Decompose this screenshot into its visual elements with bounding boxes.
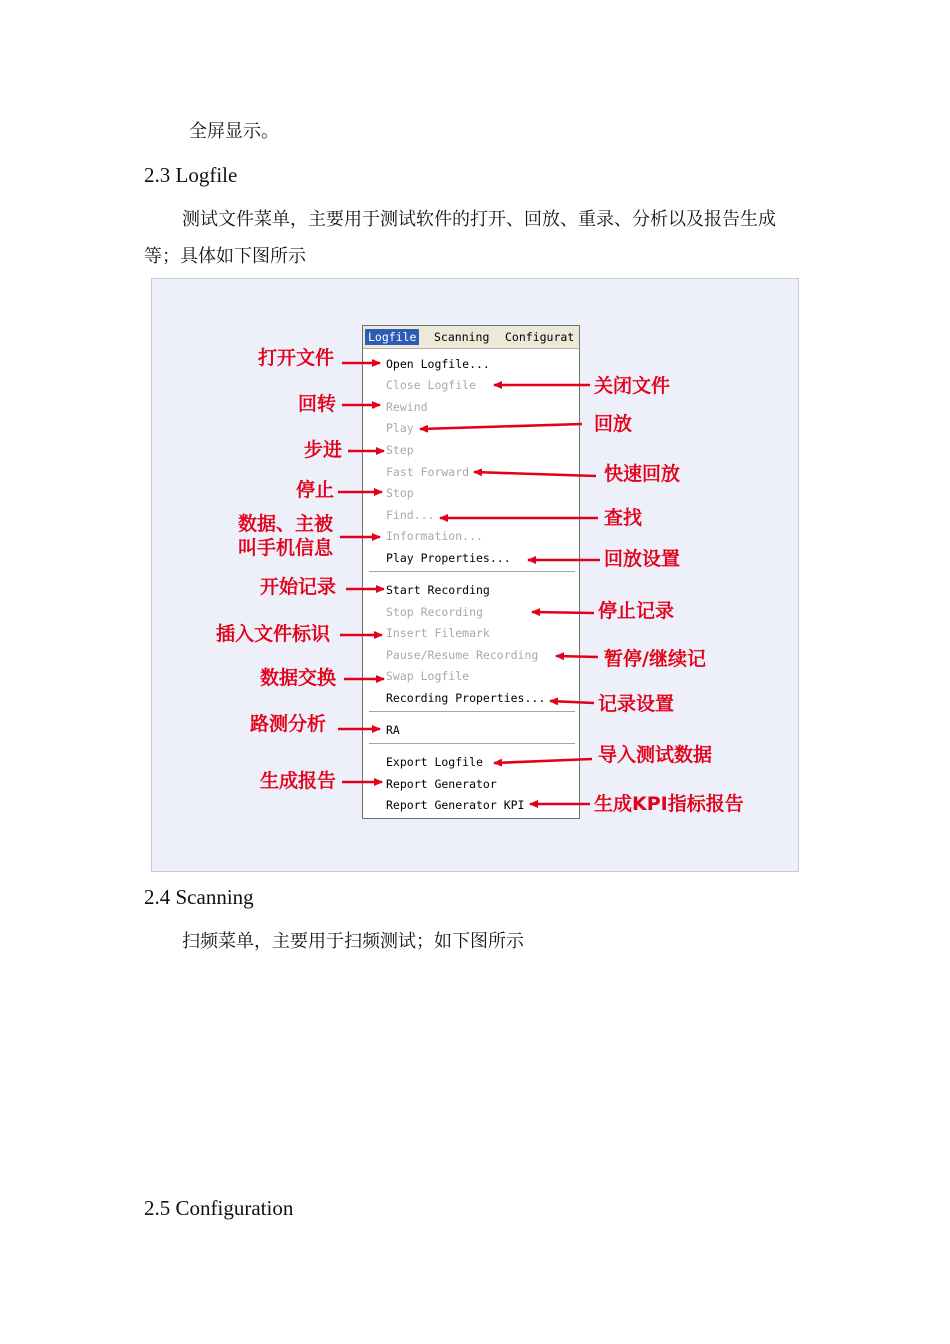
menu-item-fast-forward[interactable]: Fast Forward [386, 465, 470, 479]
annotation-fast-forward: 快速回放 [604, 463, 681, 485]
menu-tab-logfile[interactable]: Logfile [365, 329, 419, 345]
menu-item-insert-filemark[interactable]: Insert Filemark [386, 626, 490, 640]
menu-item-report-generator[interactable]: Report Generator [386, 777, 497, 791]
menu-item-rewind[interactable]: Rewind [386, 400, 428, 414]
annotation-stop-recording: 停止记录 [598, 600, 675, 622]
annotation-step: 步进 [304, 439, 343, 461]
menu-item-pause-resume-recording[interactable]: Pause/Resume Recording [386, 648, 539, 662]
menu-item-close-logfile[interactable]: Close Logfile [386, 378, 477, 392]
menu-item-play[interactable]: Play [386, 421, 414, 435]
logfile-description-line-1: 测试文件菜单，主要用于测试软件的打开、回放、重录、分析以及报告生成 [182, 209, 776, 230]
annotation-insert-filemark: 插入文件标识 [216, 623, 331, 645]
annotation-generate-report: 生成报告 [260, 770, 337, 792]
logfile-menu-figure [151, 278, 799, 872]
scanning-description: 扫频菜单，主要用于扫频测试；如下图所示 [182, 931, 524, 952]
section-heading-configuration: 2.5 Configuration [144, 1196, 294, 1220]
annotation-close-file: 关闭文件 [594, 375, 671, 397]
annotation-play-properties: 回放设置 [604, 548, 681, 570]
menu-item-find[interactable]: Find... [386, 508, 435, 522]
fullscreen-line: 全屏显示。 [189, 121, 279, 142]
arrow-stop-recording [532, 612, 594, 613]
menu-item-stop[interactable]: Stop [386, 486, 414, 500]
menu-item-ra[interactable]: RA [386, 723, 400, 737]
annotation-drive-test-analysis: 路测分析 [250, 713, 327, 735]
logfile-description-line-2: 等；具体如下图所示 [144, 246, 306, 267]
menu-item-recording-properties[interactable]: Recording Properties... [386, 691, 546, 705]
menu-tab-configuration[interactable]: Configurat [505, 330, 575, 344]
menu-item-play-properties[interactable]: Play Properties... [386, 551, 511, 565]
arrow-pause-resume [556, 656, 598, 657]
menu-item-stop-recording[interactable]: Stop Recording [386, 605, 483, 619]
annotation-stop: 停止 [296, 479, 335, 501]
menu-tab-scanning[interactable]: Scanning [434, 330, 490, 344]
annotation-generate-kpi-report: 生成KPI指标报告 [594, 793, 744, 815]
menu-item-open-logfile[interactable]: Open Logfile... [386, 357, 490, 371]
arrow-export-logfile [494, 759, 592, 763]
annotation-data-caller-line-1: 数据、主被 [238, 513, 334, 535]
annotation-play: 回放 [594, 413, 633, 435]
annotation-open-file: 打开文件 [258, 347, 335, 369]
annotation-pause-resume: 暂停/继续记 [604, 648, 706, 670]
arrow-recording-properties [550, 701, 594, 703]
annotation-rewind: 回转 [298, 393, 337, 415]
menu-item-step[interactable]: Step [386, 443, 414, 457]
section-heading-scanning: 2.4 Scanning [144, 885, 254, 909]
annotation-import-test-data: 导入测试数据 [598, 744, 713, 766]
menu-item-swap-logfile[interactable]: Swap Logfile [386, 669, 470, 683]
menu-item-start-recording[interactable]: Start Recording [386, 583, 490, 597]
menu-item-information[interactable]: Information... [386, 529, 483, 543]
menu-item-export-logfile[interactable]: Export Logfile [386, 755, 483, 769]
annotation-start-recording: 开始记录 [260, 576, 337, 598]
arrow-fast-forward [474, 472, 596, 476]
annotation-data-caller-line-2: 叫手机信息 [238, 537, 334, 559]
menu-item-report-generator-kpi[interactable]: Report Generator KPI [386, 798, 525, 812]
section-heading-logfile: 2.3 Logfile [144, 163, 238, 187]
annotation-swap-data: 数据交换 [260, 667, 337, 689]
annotation-recording-properties: 记录设置 [598, 693, 675, 715]
annotation-arrows [152, 279, 798, 871]
arrow-play [420, 424, 582, 429]
annotation-find: 查找 [604, 507, 643, 529]
